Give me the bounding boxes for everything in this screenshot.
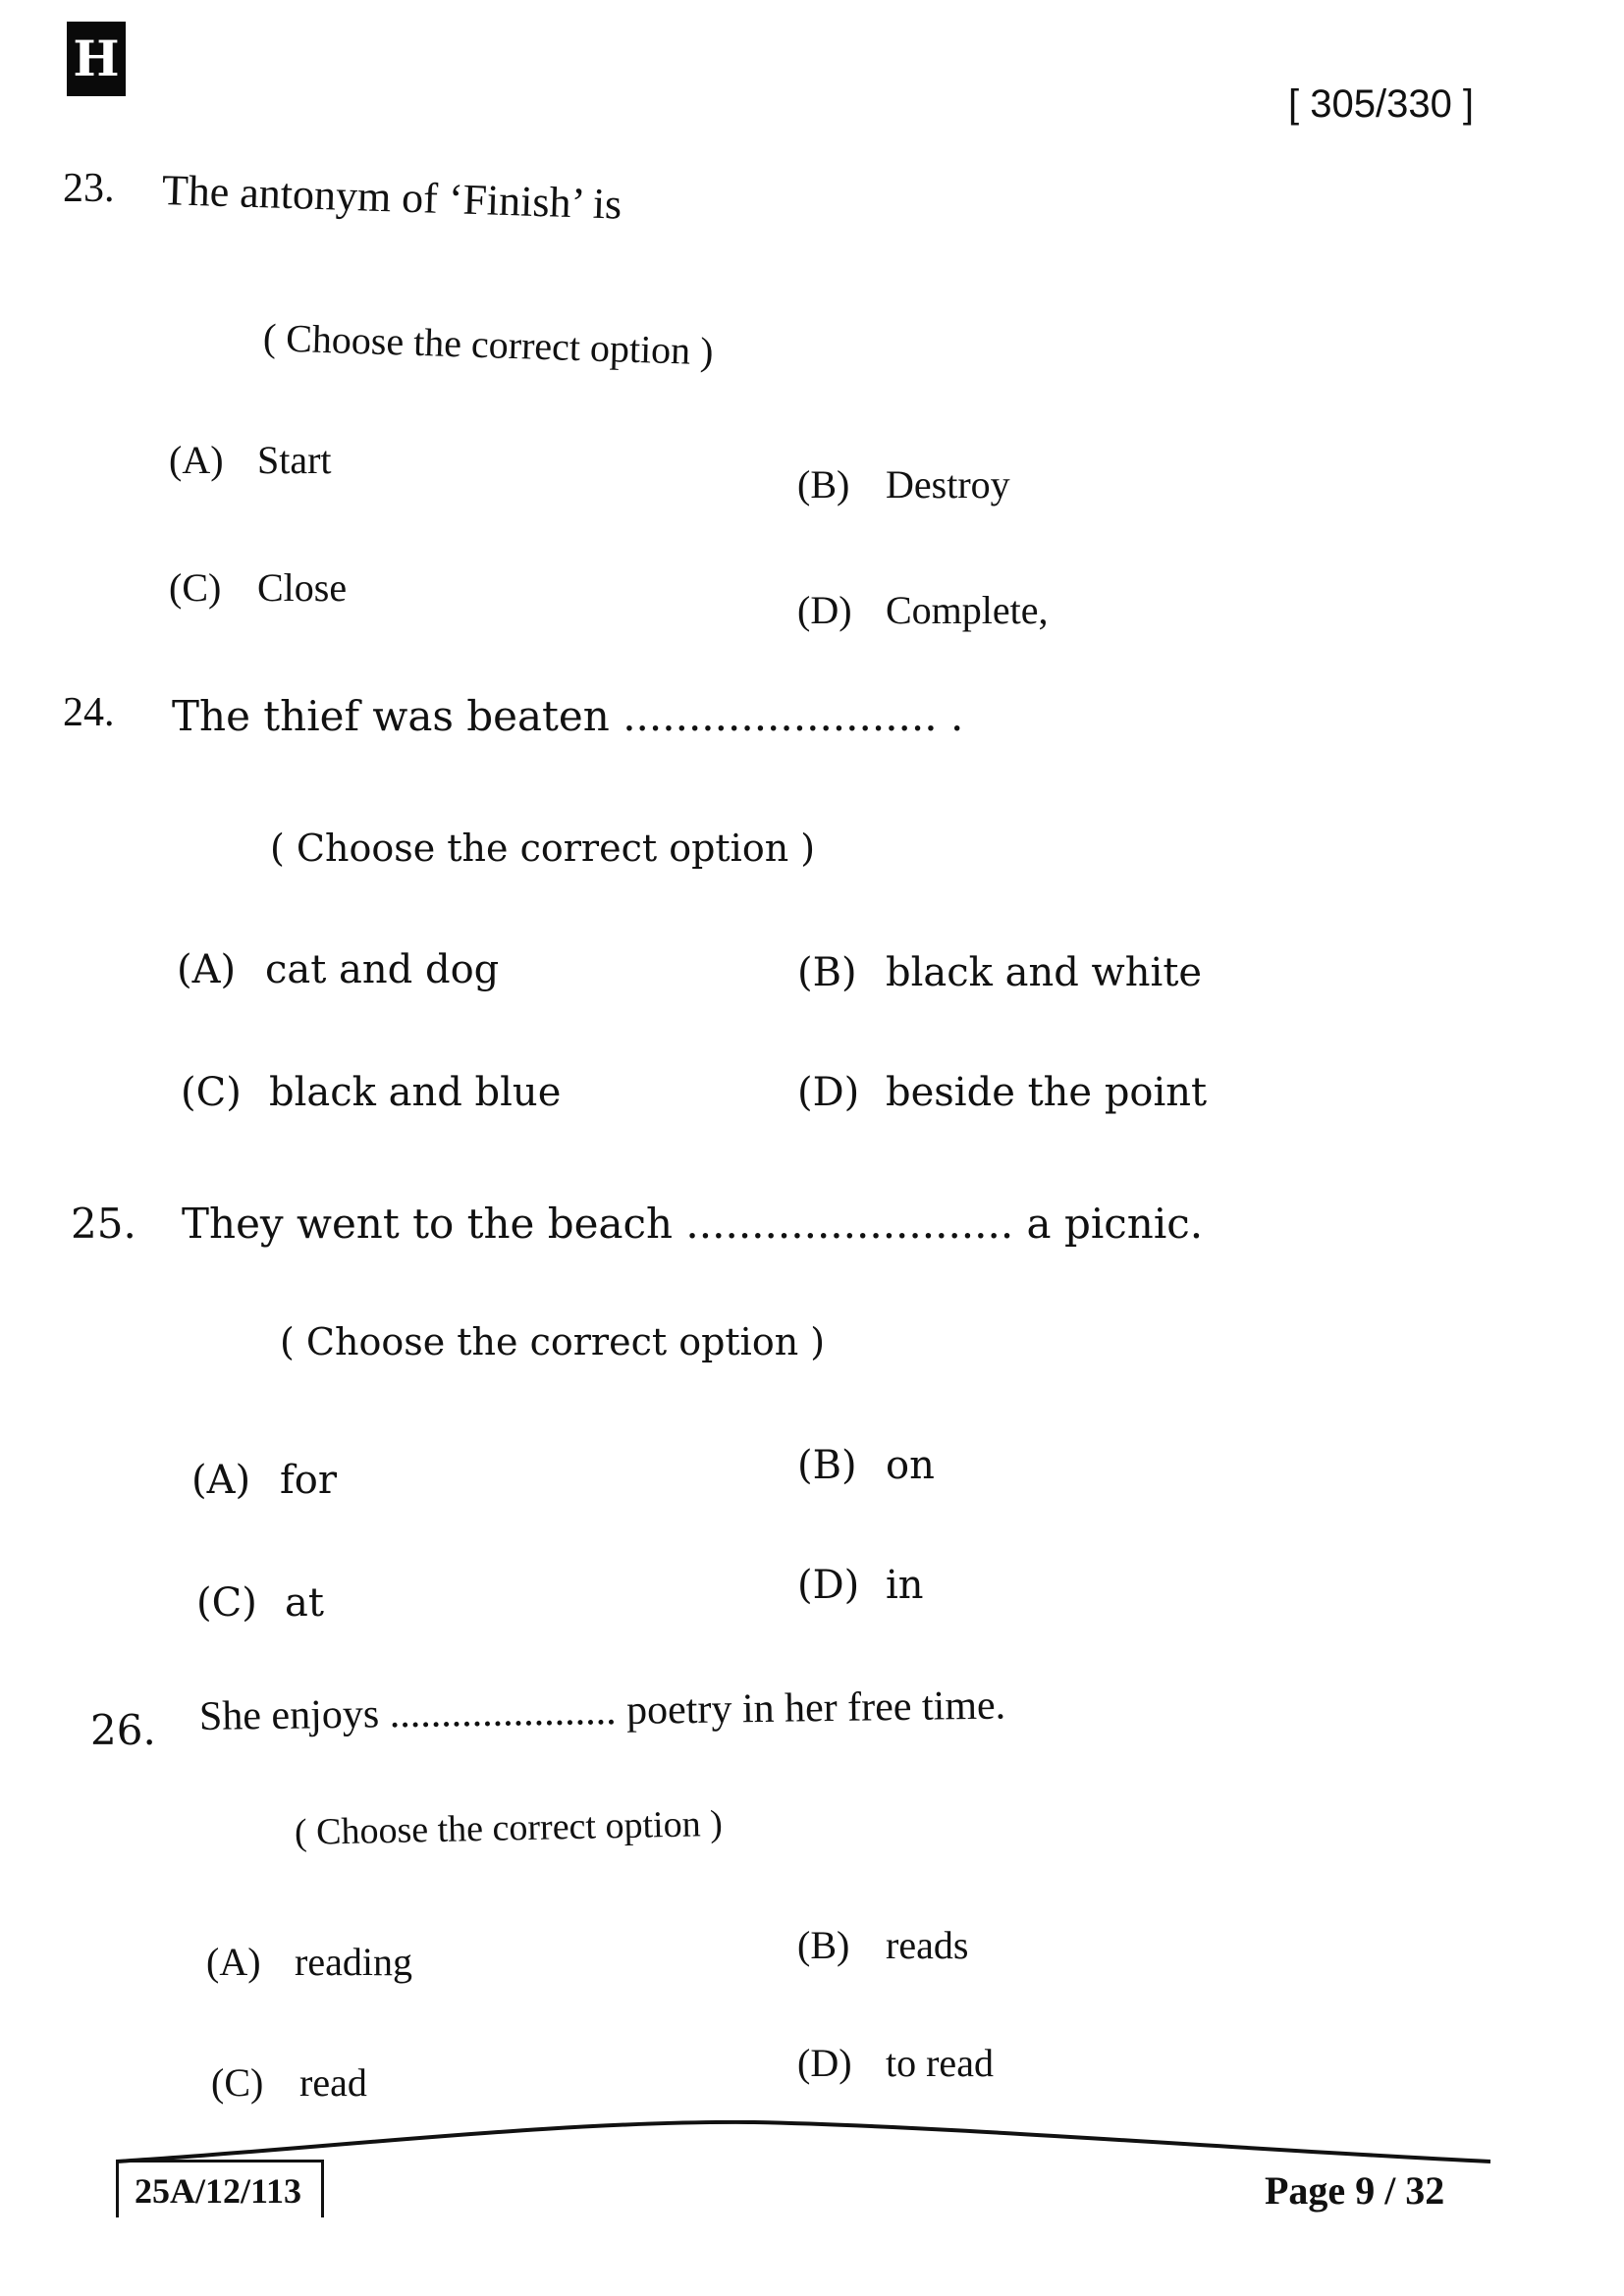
- set-letter-badge: H: [67, 22, 126, 96]
- option-label: (D): [797, 1070, 860, 1115]
- option-text: Start: [257, 438, 332, 482]
- option-text: to read: [886, 2041, 994, 2085]
- option-label: (A): [191, 1458, 251, 1503]
- paper-code: [ 305/330 ]: [1288, 82, 1475, 126]
- question-instruction: ( Choose the correct option ): [262, 315, 715, 374]
- option-label: (A): [206, 1940, 261, 1984]
- option-a[interactable]: [191, 1458, 337, 1503]
- option-text: at: [285, 1580, 324, 1626]
- question-number: 25.: [71, 1200, 136, 1248]
- option-text: Destroy: [886, 462, 1010, 507]
- option-label: (D): [797, 588, 852, 632]
- option-text: on: [886, 1443, 935, 1488]
- question-text: The antonym of ‘Finish’ is: [161, 166, 623, 229]
- question-number: 26.: [90, 1706, 156, 1754]
- option-a[interactable]: [177, 947, 499, 992]
- option-text: reading: [295, 1940, 412, 1984]
- option-label: (A): [177, 947, 237, 992]
- option-text: Close: [257, 565, 348, 610]
- booklet-code: 25A/12/113: [116, 2160, 324, 2217]
- option-text: reads: [886, 1923, 969, 1967]
- question-text: They went to the beach ......................... a picnic.: [182, 1200, 1204, 1248]
- question-text: She enjoys ...................... poetry in her free time.: [198, 1682, 1006, 1739]
- option-a[interactable]: [169, 437, 332, 483]
- option-a[interactable]: [206, 1939, 412, 1985]
- option-d[interactable]: [797, 587, 1049, 633]
- option-c[interactable]: [211, 2059, 367, 2106]
- option-label: (C): [196, 1580, 257, 1626]
- question-instruction: ( Choose the correct option ): [280, 1320, 826, 1363]
- option-text: cat and dog: [265, 947, 500, 992]
- option-label: (B): [797, 1923, 850, 1967]
- option-label: (A): [169, 438, 224, 482]
- option-c[interactable]: [196, 1580, 324, 1626]
- option-b[interactable]: [797, 1443, 935, 1488]
- question-number: 24.: [63, 690, 115, 735]
- page-number: Page 9 / 32: [1265, 2168, 1445, 2213]
- option-text: beside the point: [886, 1070, 1208, 1115]
- question-text: The thief was beaten ........................ .: [172, 692, 964, 740]
- option-text: read: [299, 2060, 367, 2105]
- option-label: (C): [181, 1070, 242, 1115]
- option-text: black and blue: [269, 1070, 562, 1115]
- option-label: (D): [797, 2041, 852, 2085]
- option-d[interactable]: [797, 2040, 994, 2086]
- option-text: in: [886, 1563, 924, 1608]
- option-d[interactable]: [797, 1563, 924, 1608]
- option-c[interactable]: [181, 1070, 561, 1115]
- option-text: black and white: [886, 950, 1203, 995]
- option-c[interactable]: [169, 564, 347, 611]
- question-instruction: ( Choose the correct option ): [270, 827, 816, 870]
- option-d[interactable]: [797, 1070, 1207, 1115]
- option-label: (B): [797, 950, 857, 995]
- option-label: (B): [797, 1443, 857, 1488]
- question-instruction: ( Choose the correct option ): [294, 1802, 724, 1853]
- option-label: (B): [797, 462, 850, 507]
- option-label: (C): [169, 565, 222, 610]
- option-text: Complete,: [886, 588, 1049, 632]
- option-text: for: [280, 1458, 338, 1503]
- option-b[interactable]: [797, 950, 1202, 995]
- option-label: (C): [211, 2060, 264, 2105]
- option-label: (D): [797, 1563, 860, 1608]
- question-number: 23.: [63, 166, 115, 211]
- option-b[interactable]: [797, 1922, 968, 1968]
- option-b[interactable]: [797, 461, 1010, 507]
